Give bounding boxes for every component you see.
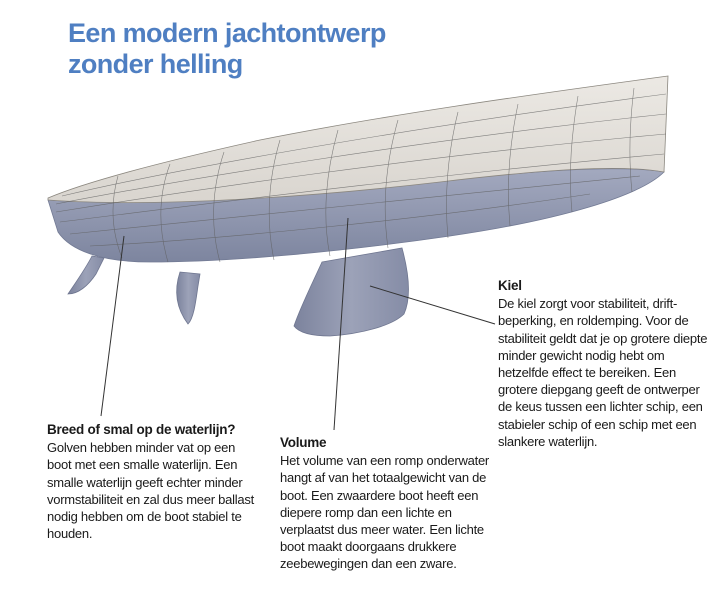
callout-volume [280, 434, 502, 573]
callout-volume-heading: Volume [280, 435, 327, 450]
callout-kiel [498, 277, 716, 450]
callout-kiel-text: De kiel zorgt voor stabiliteit, drift-beperking, en roldemping. Voor de stabiliteit geldt dat je op grotere diepte minder gewicht nodig hebt om hetzelfde effect te bereiken. Een grotere diepgang geeft de ontwerper de keus tussen een lichter schip, een stabieler schip of een schip met een slankere waterlijn. [498, 296, 708, 449]
callout-breed-heading: Breed of smal op de waterlijn? [47, 422, 236, 437]
callout-breed-text: Golven hebben minder vat op een boot met een smalle waterlijn. Een smalle waterlijn geeft echter minder vormstabiliteit en zal dus meer ballast nodig hebben om de boot stabiel te houden. [47, 440, 255, 542]
callout-breed [47, 421, 259, 542]
rudder-aft [68, 256, 104, 294]
leader-line-breed [101, 236, 124, 416]
title-line-2: zonder helling [68, 49, 243, 79]
title-line-1: Een modern jachtontwerp [68, 18, 386, 48]
callout-volume-text: Het volume van een romp onderwater hangt af van het totaalgewicht van de boot. Een zwaardere boot heeft een diepere romp dan een lichte en verplaatst dus meer water. Een lichte boot maakt doorgaans drukkere zeebewegingen dan een zware. [280, 453, 490, 572]
callout-kiel-heading: Kiel [498, 278, 522, 293]
rudder-fwd [177, 272, 200, 324]
